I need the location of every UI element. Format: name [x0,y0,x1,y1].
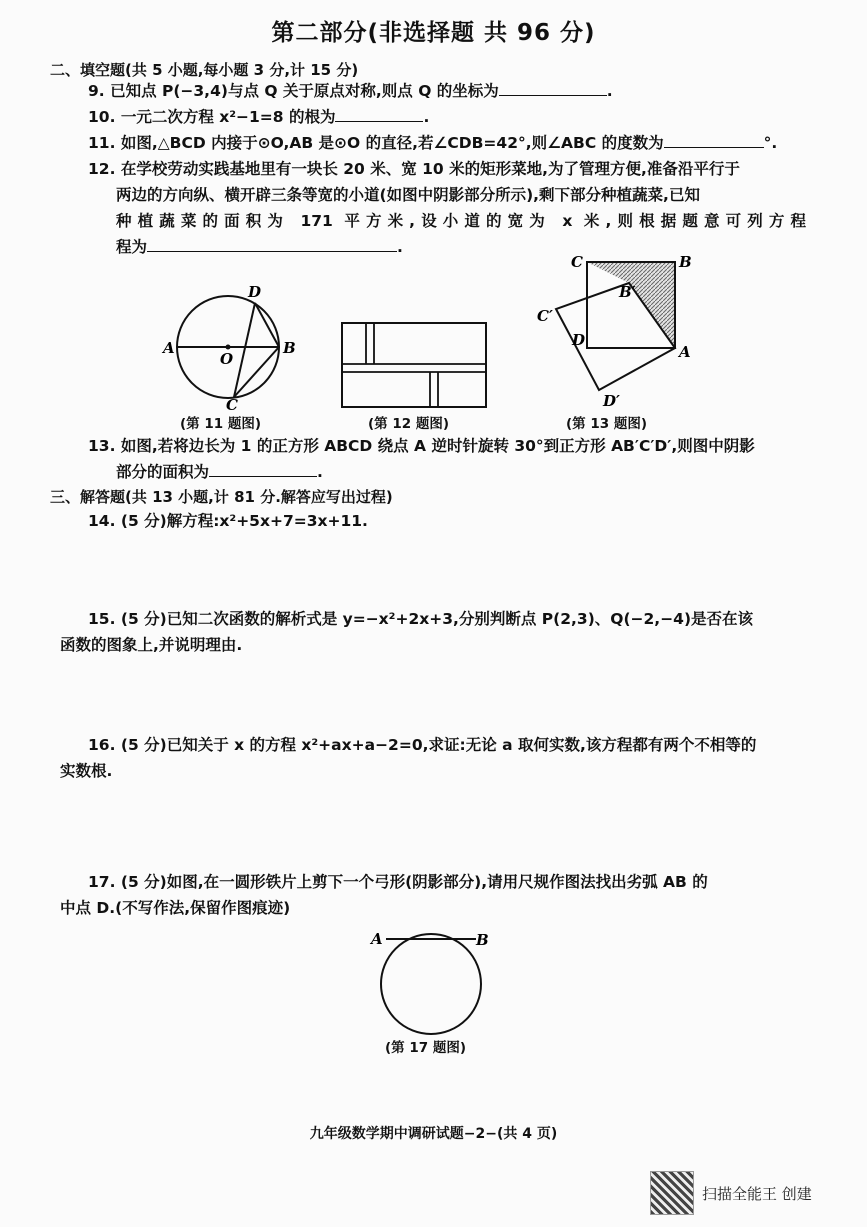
question-9: 9. 已知点 P(−3,4)与点 Q 关于原点对称,则点 Q 的坐标为 . [88,78,613,105]
fig11-caption: (第 11 题图) [180,416,262,432]
question-12-line1: 12. 在学校劳动实践基地里有一块长 20 米、宽 10 米的矩形菜地,为了管理方便,准备沿平行于 [88,160,740,178]
question-11-text: 11. 如图,△BCD 内接于⊙O,AB 是⊙O 的直径,若∠CDB=42°,则∠ABC 的度数为 [88,134,664,152]
figure-11 [160,280,300,410]
fig11-label-c: C [226,396,238,410]
question-9-text: 9. 已知点 P(−3,4)与点 Q 关于原点对称,则点 Q 的坐标为 [88,82,499,100]
question-12-line4-text: 程为 [116,238,148,256]
question-16-line1: 16. (5 分)已知关于 x 的方程 x²+ax+a−2=0,求证:无论 a 取何实数,该方程都有两个不相等的 [88,736,757,754]
scanner-logo-icon [650,1171,694,1215]
fig13-label-c: C [571,253,583,271]
question-12-line2: 两边的方向纵、横开辟三条等宽的小道(如图中阴影部分所示),剩下部分种植蔬菜,已知 [116,186,700,204]
figure-13 [535,245,715,413]
question-16-line2: 实数根. [60,762,113,780]
question-12-line4: 程为 . [116,234,403,261]
watermark-text: 扫描全能王 创建 [702,1184,812,1203]
question-15-line2: 函数的图象上,并说明理由. [60,636,243,654]
question-12-line3: 种植蔬菜的面积为 171 平方米,设小道的宽为 x 米,则根据题意可列方程 [116,212,806,230]
question-10-text: 10. 一元二次方程 x²−1=8 的根为 [88,108,336,126]
question-11 [88,130,777,157]
fig17-label-b: B [476,931,489,949]
fig11-label-b: B [283,339,296,357]
fig11-label-d: D [248,283,262,301]
fig13-label-c1: C′ [537,307,553,325]
answer-blank-10[interactable] [335,105,423,122]
question-11-unit: °. [763,134,778,152]
scanner-watermark [650,1170,850,1216]
answer-blank-11[interactable] [664,131,764,148]
section-heading-solve: 三、解答题(共 13 小题,计 81 分.解答应写出过程) [50,488,393,506]
answer-blank-9[interactable] [499,79,607,96]
fig11-label-o: O [220,350,234,368]
answer-blank-12[interactable] [147,235,397,252]
figure-17 [362,918,502,1038]
page-title: 第二部分(非选择题 共 96 分) [271,20,596,46]
fig13-caption: (第 13 题图) [566,416,648,432]
fig11-label-a: A [163,339,175,357]
fig11-segment-dc [234,303,255,397]
question-13-line2: 部分的面积为 . [116,459,323,486]
question-17-line2: 中点 D.(不写作法,保留作图痕迹) [60,899,291,917]
fig11-center-dot [226,345,231,350]
fig12-caption: (第 12 题图) [368,416,450,432]
fig12-field [342,323,486,407]
fig17-circle [381,934,481,1034]
fig13-label-d: D [572,331,586,349]
question-13-line1: 13. 如图,若将边长为 1 的正方形 ABCD 绕点 A 逆时针旋转 30°到正方形 AB′C′D′,则图中阴影 [88,437,755,455]
fig13-label-a: A [679,343,691,361]
answer-blank-13[interactable] [209,460,317,477]
fig13-label-b: B [679,253,692,271]
question-14: 14. (5 分)解方程:x²+5x+7=3x+11. [88,512,368,530]
question-13-line2-text: 部分的面积为 [116,463,210,481]
page-footer: 九年级数学期中调研试题−2−(共 4 页) [309,1126,558,1142]
question-15-line1: 15. (5 分)已知二次函数的解析式是 y=−x²+2x+3,分别判断点 P(2,3)、Q(−2,−4)是否在该 [88,610,754,628]
fig17-label-a: A [371,930,383,948]
fig17-caption: (第 17 题图) [385,1040,467,1056]
fig13-label-d1: D′ [603,392,620,410]
figure-12 [338,320,490,410]
section-heading-fill-in: 二、填空题(共 5 小题,每小题 3 分,计 15 分) [50,61,359,79]
fig11-segment-db [255,303,279,347]
question-10: 10. 一元二次方程 x²−1=8 的根为 . [88,104,429,131]
fig13-label-b1: B′ [619,283,636,301]
fig13-shaded-region [587,262,675,348]
question-17-line1: 17. (5 分)如图,在一圆形铁片上剪下一个弓形(阴影部分),请用尺规作图法找出劣弧 AB 的 [88,873,708,891]
